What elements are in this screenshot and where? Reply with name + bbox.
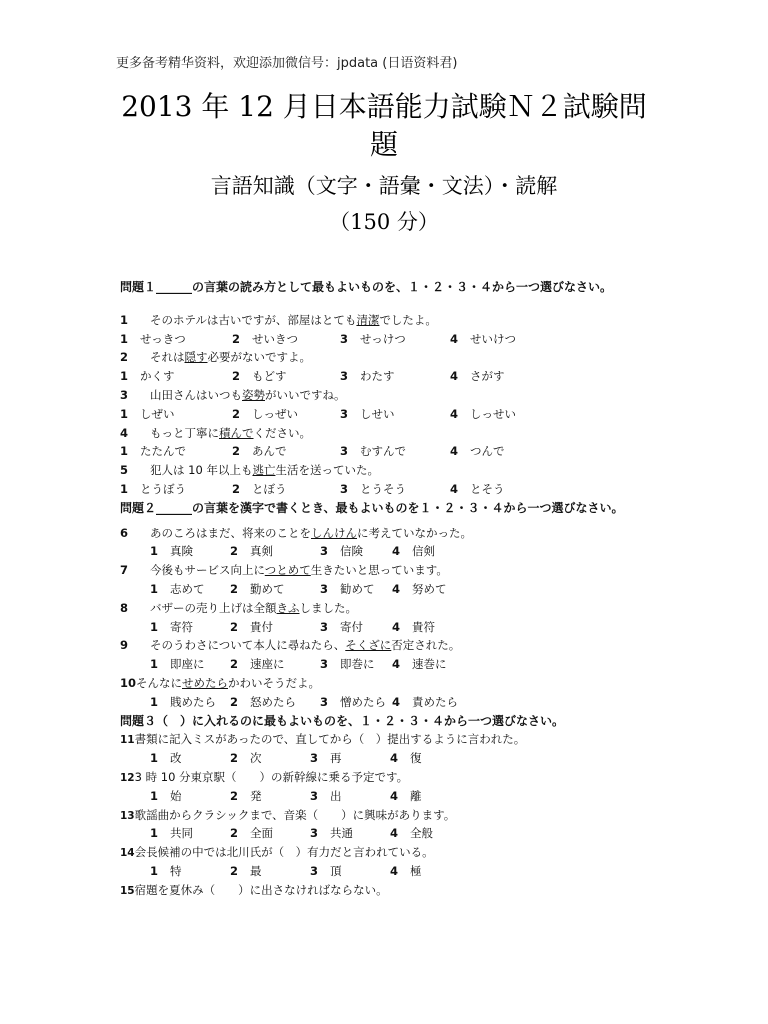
answer-option: [120, 367, 232, 386]
option-number: 4: [450, 331, 459, 346]
option-row: [120, 480, 660, 499]
option-number: 4: [450, 369, 459, 384]
option-text: 真険: [170, 544, 194, 559]
option-text: さがす: [470, 369, 505, 384]
question-text: がいいですね。: [265, 387, 346, 402]
page-title: [40, 88, 728, 164]
option-text: 始: [170, 788, 182, 803]
option-text: わたす: [360, 369, 395, 384]
option-text: 即座に: [170, 657, 205, 672]
answer-option: [340, 367, 450, 386]
question-number: 7: [120, 563, 129, 578]
option-number: 1: [150, 751, 159, 766]
option-number: 2: [230, 657, 239, 672]
option-text: 勤めて: [250, 581, 285, 596]
answer-option: [150, 824, 230, 843]
answer-option: [392, 693, 492, 712]
question-line: [120, 599, 660, 618]
option-text: 極: [410, 863, 422, 878]
question-text: そんなに: [136, 675, 182, 690]
question-text: 必要がないですよ。: [207, 350, 311, 365]
answer-option: [450, 330, 560, 349]
question-target-word: 姿勢: [242, 387, 265, 402]
answer-option: [392, 618, 492, 637]
option-text: 離: [410, 788, 422, 803]
option-number: 3: [320, 657, 329, 672]
option-number: 2: [230, 788, 239, 803]
option-text: 全面: [250, 826, 274, 841]
option-text: 志めて: [170, 581, 205, 596]
option-text: 真剣: [250, 544, 274, 559]
option-number: 1: [150, 619, 159, 634]
question-text: 否定された。: [391, 638, 461, 653]
question-target-word: きふ: [276, 600, 300, 615]
option-row: [120, 330, 660, 349]
option-number: 3: [340, 481, 349, 496]
option-row: [120, 580, 660, 599]
answer-option: [310, 749, 390, 768]
option-text: 頂: [330, 863, 342, 878]
option-text: 全般: [410, 826, 434, 841]
option-number: 3: [310, 863, 319, 878]
answer-option: [120, 405, 232, 424]
question-line: [120, 806, 660, 825]
question-text: 山田さんはいつも: [150, 387, 242, 402]
answer-option: [150, 862, 230, 881]
option-number: 3: [310, 826, 319, 841]
option-number: 2: [230, 826, 239, 841]
option-text: せっけつ: [360, 331, 406, 346]
question-text: バザーの売り上げは全額: [150, 600, 277, 615]
section-heading-mondai1: 問題１______の言葉の読み方として最もよいものを、１・２・３・４から一つ選びなさい。: [120, 280, 613, 294]
option-number: 3: [320, 581, 329, 596]
answer-option: [310, 862, 390, 881]
option-number: 4: [392, 694, 401, 709]
option-number: 2: [230, 581, 239, 596]
option-number: 1: [150, 657, 159, 672]
page-subtitle: 言語知識（文字・語彙・文法）・読解: [210, 174, 558, 198]
answer-option: [230, 749, 310, 768]
question-target-word: しんけん: [311, 525, 357, 540]
option-number: 3: [310, 788, 319, 803]
option-text: 特: [170, 863, 182, 878]
answer-option: [340, 330, 450, 349]
option-number: 2: [230, 863, 239, 878]
option-row: [120, 542, 660, 561]
answer-option: [340, 442, 450, 461]
option-text: しっせい: [470, 406, 517, 421]
answer-option: [120, 330, 232, 349]
question-text: 会長候補の中では北川氏が（ ）有力だと言われている。: [134, 845, 434, 860]
question-number: 12: [120, 771, 135, 784]
answer-option: [320, 580, 392, 599]
option-text: とうそう: [360, 481, 407, 496]
option-number: 2: [232, 369, 241, 384]
question-number: 15: [120, 884, 135, 897]
option-number: 1: [150, 694, 159, 709]
option-row: [120, 824, 660, 843]
option-text: とうぼう: [140, 481, 187, 496]
option-number: 4: [390, 863, 399, 878]
option-text: 努めて: [412, 581, 447, 596]
option-text: 共通: [330, 826, 354, 841]
question-text: 犯人は 10 年以上も: [150, 463, 253, 478]
option-number: 4: [450, 406, 459, 421]
option-text: 貴符: [412, 619, 436, 634]
question-line: [120, 768, 660, 787]
option-text: つんで: [470, 444, 505, 459]
option-number: 4: [392, 544, 401, 559]
question-text: そのホテルは古いですが、部屋はとても: [150, 312, 357, 327]
question-target-word: 清潔: [356, 312, 380, 327]
answer-option: [120, 442, 232, 461]
option-number: 4: [392, 619, 401, 634]
option-text: 寄付: [340, 619, 364, 634]
option-number: 1: [120, 406, 129, 421]
answer-option: [340, 405, 450, 424]
answer-option: [450, 442, 560, 461]
option-text: あんで: [252, 444, 287, 459]
question-target-word: つとめて: [264, 563, 311, 578]
question-text: 歌謡曲からクラシックまで、音楽（ ）に興味があります。: [134, 807, 456, 822]
option-row: [120, 749, 660, 768]
question-target-word: 逃亡: [252, 463, 276, 478]
section-heading-mondai3: 問題３（ ）に入れるのに最もよいものを、１・２・３・４から一つ選びなさい。: [120, 713, 565, 728]
option-text: しっぜい: [252, 406, 299, 421]
watermark-text: 更多备考精华资料，欢迎添加微信号：jpdata (日语资料君): [116, 56, 458, 71]
answer-option: [230, 655, 320, 674]
answer-option: [450, 367, 560, 386]
page-title-line1: 2013 年 12 月日本語能力試験Ｎ２試験問: [121, 90, 647, 123]
answer-option: [120, 480, 232, 499]
option-number: 4: [450, 444, 459, 459]
answer-option: [232, 367, 340, 386]
option-number: 1: [150, 544, 159, 559]
question-text: 3 時 10 分東京駅（ ）の新幹線に乗る予定です。: [134, 769, 409, 784]
answer-option: [232, 480, 340, 499]
option-number: 1: [150, 581, 159, 596]
option-text: せっきつ: [140, 331, 186, 346]
option-text: 責めたら: [412, 694, 459, 709]
answer-option: [150, 580, 230, 599]
option-text: 次: [250, 751, 262, 766]
question-text: あのころはまだ、将来のことを: [150, 525, 311, 540]
option-text: 最: [250, 863, 262, 878]
option-number: 2: [230, 694, 239, 709]
option-number: 3: [320, 694, 329, 709]
question-number: 5: [120, 463, 129, 478]
answer-option: [320, 542, 392, 561]
answer-option: [450, 405, 560, 424]
question-line: [120, 311, 660, 330]
question-number: 6: [120, 525, 129, 540]
question-line: [120, 881, 660, 900]
question-text: もっと丁寧に: [150, 425, 219, 440]
option-number: 1: [120, 331, 129, 346]
option-number: 1: [150, 863, 159, 878]
question-number: 4: [120, 425, 129, 440]
option-text: 再: [330, 751, 342, 766]
option-number: 3: [310, 751, 319, 766]
answer-option: [150, 655, 230, 674]
option-text: しせい: [360, 406, 395, 421]
question-target-word: せめたら: [182, 675, 228, 690]
question-line: [120, 424, 660, 443]
option-text: 貴付: [250, 619, 274, 634]
option-text: 勧めて: [340, 581, 375, 596]
option-number: 4: [392, 657, 401, 672]
answer-option: [390, 787, 470, 806]
option-text: 速座に: [250, 657, 285, 672]
option-number: 2: [230, 619, 239, 634]
question-number: 2: [120, 350, 129, 365]
answer-option: [230, 693, 320, 712]
exam-content: [120, 278, 660, 900]
question-line: [120, 524, 660, 543]
section-heading-mondai2: 問題２______の言葉を漢字で書くとき、最もよいものを１・２・３・４から一つ選びなさい。: [120, 500, 624, 515]
answer-option: [230, 862, 310, 881]
option-number: 2: [232, 481, 241, 496]
time-allotment: （150 分）: [329, 210, 439, 234]
option-number: 3: [320, 619, 329, 634]
answer-option: [150, 787, 230, 806]
option-row: [120, 405, 660, 424]
option-row: [120, 862, 660, 881]
option-number: 4: [390, 751, 399, 766]
question-target-word: 隠す: [184, 350, 208, 365]
option-number: 1: [150, 826, 159, 841]
option-row: [120, 367, 660, 386]
question-number: 3: [120, 387, 129, 402]
option-number: 4: [392, 581, 401, 596]
question-text: 今後もサービス向上に: [150, 563, 265, 578]
option-text: もどす: [252, 369, 287, 384]
option-number: 3: [340, 444, 349, 459]
answer-option: [320, 693, 392, 712]
answer-option: [392, 542, 492, 561]
option-number: 2: [232, 444, 241, 459]
option-text: たたんで: [140, 444, 187, 459]
option-text: とそう: [470, 481, 505, 496]
question-line: 10そんなにせめたらかわいそうだよ。: [120, 675, 320, 690]
option-number: 1: [150, 788, 159, 803]
option-text: 速巻に: [412, 657, 447, 672]
option-row: [120, 618, 660, 637]
question-text: 生きたいと思っています。: [310, 563, 448, 578]
answer-option: [392, 580, 492, 599]
question-text: そのうわさについて本人に尋ねたら、: [150, 638, 346, 653]
question-line: [120, 561, 660, 580]
option-number: 4: [390, 826, 399, 841]
option-text: 出: [330, 788, 342, 803]
option-number: 1: [120, 444, 129, 459]
answer-option: [232, 405, 340, 424]
question-number: 9: [120, 638, 129, 653]
option-text: 賎めたら: [170, 694, 217, 709]
question-number: 11: [120, 734, 135, 747]
option-number: 3: [320, 544, 329, 559]
option-text: せいけつ: [470, 331, 517, 346]
question-number: 13: [120, 809, 135, 822]
option-number: 1: [120, 481, 129, 496]
answer-option: [392, 655, 492, 674]
option-text: 信剣: [412, 544, 436, 559]
question-text: 宿題を夏休み（ ）に出さなければならない。: [134, 882, 388, 897]
question-text: かわいそうだよ。: [228, 675, 320, 690]
question-text: ください。: [253, 425, 311, 440]
option-number: 2: [230, 544, 239, 559]
spacer: [120, 297, 660, 311]
option-row: [120, 655, 660, 674]
answer-option: [230, 542, 320, 561]
page-title-line2: 題: [369, 128, 398, 161]
option-text: しぜい: [140, 406, 175, 421]
question-text: でしたよ。: [379, 312, 437, 327]
answer-option: [390, 862, 470, 881]
answer-option: [150, 693, 230, 712]
answer-option: [230, 618, 320, 637]
answer-option: [232, 330, 340, 349]
question-text: 生活を送っていた。: [275, 463, 379, 478]
question-text: それは: [150, 350, 185, 365]
answer-option: [230, 580, 320, 599]
option-text: 即巻に: [340, 657, 375, 672]
option-text: かくす: [140, 369, 175, 384]
option-number: 3: [340, 406, 349, 421]
question-line: [120, 843, 660, 862]
answer-option: [390, 749, 470, 768]
option-text: せいきつ: [252, 331, 299, 346]
question-text: しました。: [299, 600, 357, 615]
answer-option: [230, 787, 310, 806]
option-number: 2: [232, 406, 241, 421]
option-row: [120, 693, 660, 712]
option-text: 寄符: [170, 619, 194, 634]
question-number: 14: [120, 847, 135, 860]
question-line: [120, 386, 660, 405]
option-text: 共同: [170, 826, 194, 841]
question-text: 書類に記入ミスがあったので、直してから（ ）提出するように言われた。: [134, 732, 526, 747]
answer-option: [232, 442, 340, 461]
option-row: [120, 787, 660, 806]
option-text: 憎めたら: [340, 694, 387, 709]
answer-option: [150, 618, 230, 637]
answer-option: [320, 655, 392, 674]
option-text: 信険: [340, 544, 364, 559]
answer-option: [450, 480, 560, 499]
option-number: 3: [340, 331, 349, 346]
answer-option: [390, 824, 470, 843]
option-number: 1: [120, 369, 129, 384]
option-text: 怒めたら: [250, 694, 297, 709]
option-text: 復: [410, 751, 422, 766]
option-number: 3: [340, 369, 349, 384]
answer-option: [310, 787, 390, 806]
option-text: むすんで: [360, 444, 407, 459]
answer-option: [340, 480, 450, 499]
answer-option: [230, 824, 310, 843]
answer-option: [310, 824, 390, 843]
question-line: [120, 730, 660, 749]
answer-option: [320, 618, 392, 637]
question-target-word: 積んで: [219, 425, 254, 440]
answer-option: [150, 542, 230, 561]
option-number: 4: [450, 481, 459, 496]
question-target-word: そくざに: [345, 638, 392, 653]
option-number: 2: [230, 751, 239, 766]
option-number: 2: [232, 331, 241, 346]
question-line: [120, 348, 660, 367]
option-text: 発: [250, 788, 262, 803]
question-number: 1: [120, 312, 129, 327]
answer-option: [150, 749, 230, 768]
option-text: 改: [170, 751, 182, 766]
question-number: 8: [120, 600, 129, 615]
question-line: [120, 636, 660, 655]
option-number: 4: [390, 788, 399, 803]
question-line: [120, 461, 660, 480]
option-row: [120, 442, 660, 461]
question-text: に考えていなかった。: [357, 525, 472, 540]
option-text: とぼう: [252, 481, 287, 496]
